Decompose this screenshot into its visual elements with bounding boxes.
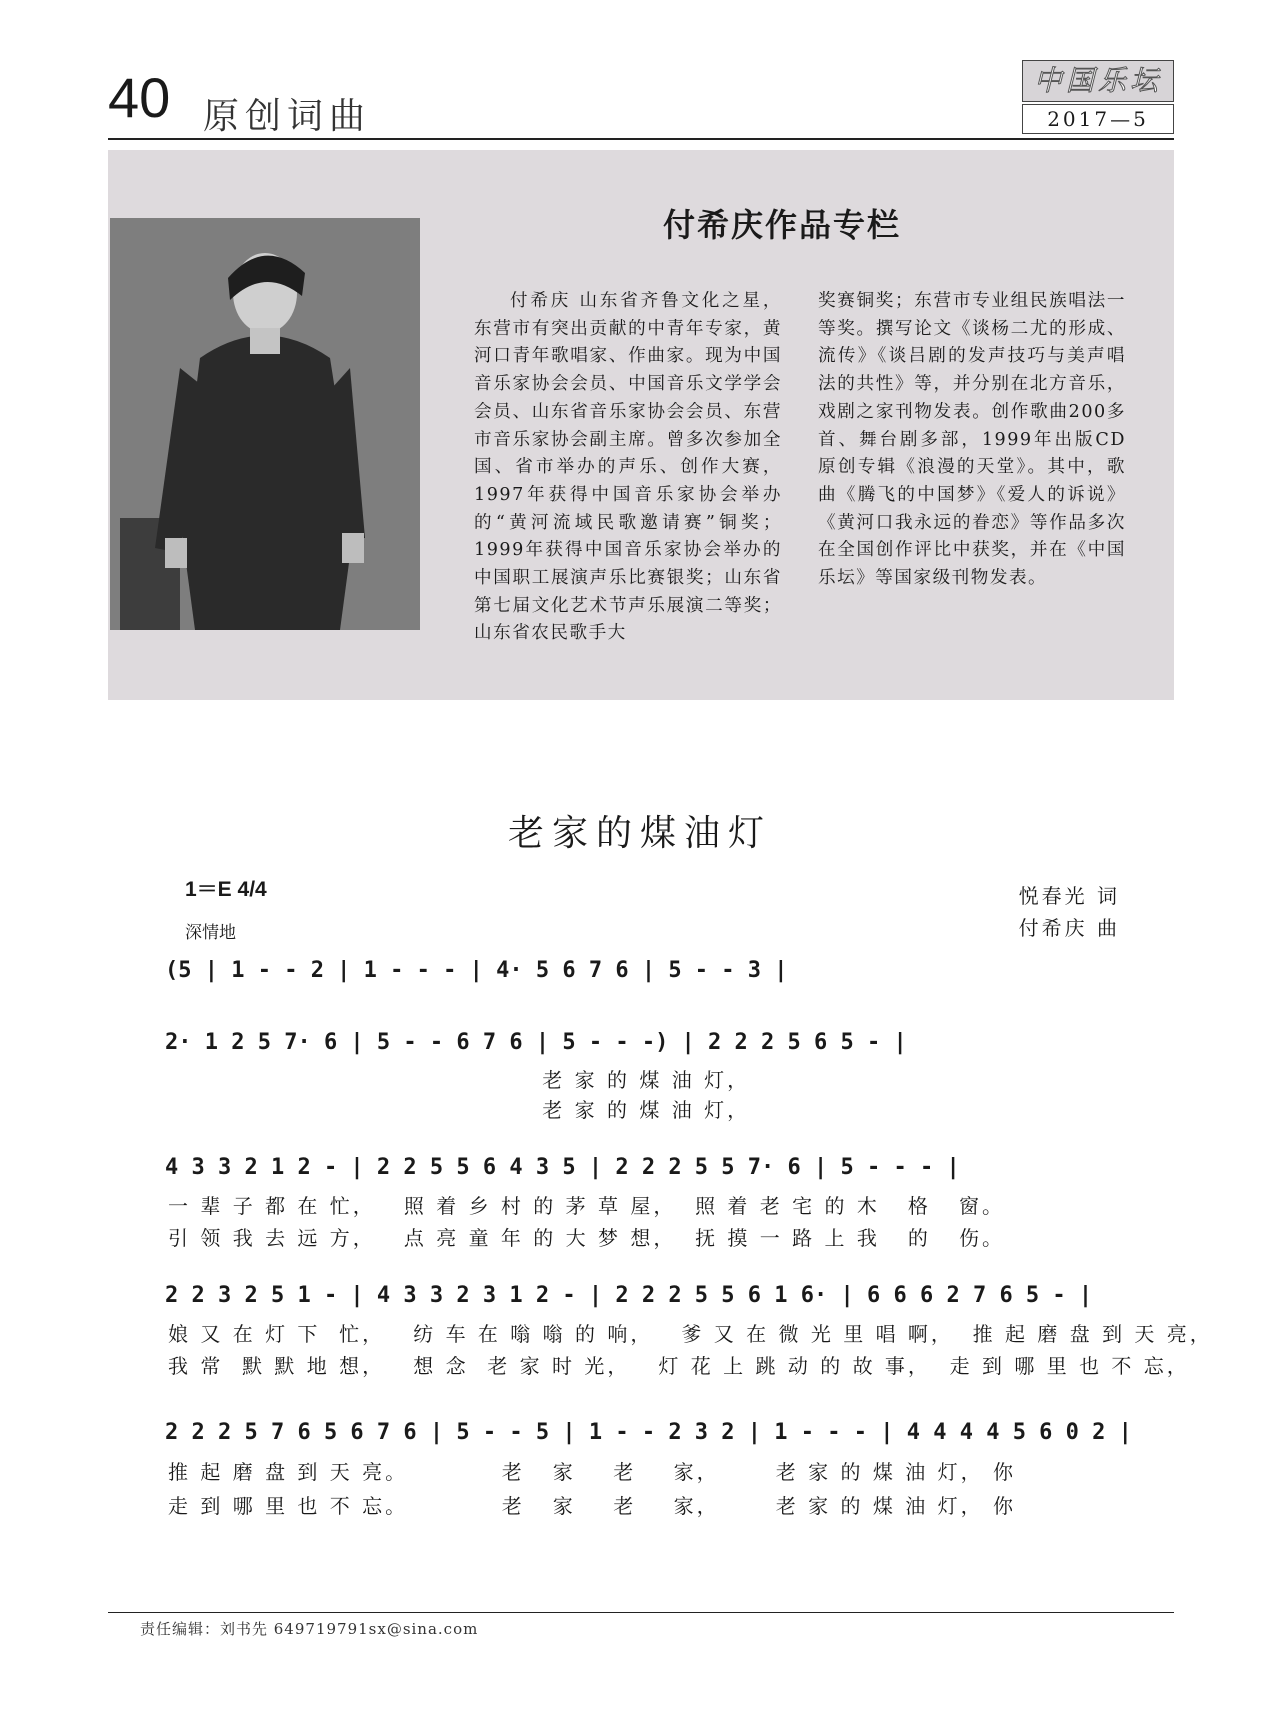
lyric-line: 一 辈 子 都 在 忙， 照 着 乡 村 的 茅 草 屋， 照 着 老 宅 的 木 格 窗。 — [168, 1194, 1006, 1218]
lyric-line: 走 到 哪 里 也 不 忘。 老 家 老 家， 老 家 的 煤 油 灯， 你 — [168, 1494, 1016, 1518]
page-header — [108, 60, 1174, 142]
song-title: 老家的煤油灯 — [507, 813, 772, 854]
score-row-1: (5 | 1 - - 2 | 1 - - - | 4· 5 6 7 6 | 5 - - 3 | — [165, 958, 788, 983]
lyric-line: 老 家 的 煤 油 灯， — [168, 1068, 751, 1092]
author-photo — [110, 218, 420, 630]
editor-credit: 责任编辑：刘书先 649719791sx@sina.com — [140, 1620, 479, 1638]
author-bio-panel — [108, 150, 1174, 700]
bio-title: 付希庆作品专栏 — [663, 206, 902, 244]
lyric-line: 娘 又 在 灯 下 忙， 纺 车 在 嗡 嗡 的 响， 爹 又 在 微 光 里 唱 啊， 推 起 磨 盘 到 天 亮， — [168, 1322, 1213, 1346]
score-row-2: 2· 1 2 5 7· 6 | 5 - - 6 7 6 | 5 - - -) | 2 2 2 5 6 5 - | — [165, 1030, 907, 1055]
footer-rule — [108, 1612, 1174, 1613]
issue-number: 2017—5 — [1022, 104, 1174, 134]
bio-text-column-2: 奖赛铜奖；东营市专业组民族唱法一等奖。撰写论文《谈杨二尤的形成、流传》《谈吕剧的发声技巧与美声唱法的共性》等，并分别在北方音乐，戏剧之家刊物发表。创作歌曲200多首、舞台剧多部，1999年出版CD原创专辑《浪漫的天堂》。其中，歌曲《腾飞的中国梦》《爱人的诉说》《黄河口我永远的眷恋》等作品多次在全国创作评比中获奖，并在《中国乐坛》等国家级刊物发表。 — [818, 291, 1126, 589]
key-signature: 1＝E 4/4 — [185, 878, 267, 901]
header-rule — [108, 138, 1174, 140]
section-title: 原创词曲 — [203, 96, 372, 137]
magazine-logo: 中国乐坛 — [1022, 60, 1174, 102]
lyric-line: 推 起 磨 盘 到 天 亮。 老 家 老 家， 老 家 的 煤 油 灯， 你 — [168, 1460, 1016, 1484]
composer-credit: 付希庆 曲 — [1018, 916, 1120, 940]
bio-text-column-1: 付希庆 山东省齐鲁文化之星，东营市有突出贡献的中青年专家，黄河口青年歌唱家、作曲家。现为中国音乐家协会会员、中国音乐文学学会会员、山东省音乐家协会会员、东营市音乐家协会副主席。曾多次参加全国、省市举办的声乐、创作大赛，1997年获得中国音乐家协会举办的“黄河流域民歌邀请赛”铜奖；1999年获得中国音乐家协会举办的中国职工展演声乐比赛银奖；山东省第七届文化艺术节声乐展演二等奖；山东省农民歌手大 — [474, 291, 782, 644]
lyricist-credit: 悦春光 词 — [1018, 884, 1120, 908]
lyric-line: 我 常 默 默 地 想， 想 念 老 家 时 光， 灯 花 上 跳 动 的 故 事， 走 到 哪 里 也 不 忘， — [168, 1354, 1190, 1378]
lyric-line: 老 家 的 煤 油 灯， — [168, 1098, 751, 1122]
lyric-line: 引 领 我 去 远 方， 点 亮 童 年 的 大 梦 想， 抚 摸 一 路 上 我 的 伤。 — [168, 1226, 1006, 1250]
page-number: 40 — [108, 66, 171, 129]
score-row-4: 2 2 3 2 5 1 - | 4 3 3 2 3 1 2 - | 2 2 2 5 5 6 1 6· | 6 6 6 2 7 6 5 - | — [165, 1283, 1093, 1308]
score-row-3: 4 3 3 2 1 2 - | 2 2 5 5 6 4 3 5 | 2 2 2 5 5 7· 6 | 5 - - - | — [165, 1155, 960, 1180]
tempo-marking: 深情地 — [185, 923, 236, 943]
score-row-5: 2 2 2 5 7 6 5 6 7 6 | 5 - - 5 | 1 - - 2 3 2 | 1 - - - | 4 4 4 4 5 6 0 2 | — [165, 1420, 1132, 1445]
